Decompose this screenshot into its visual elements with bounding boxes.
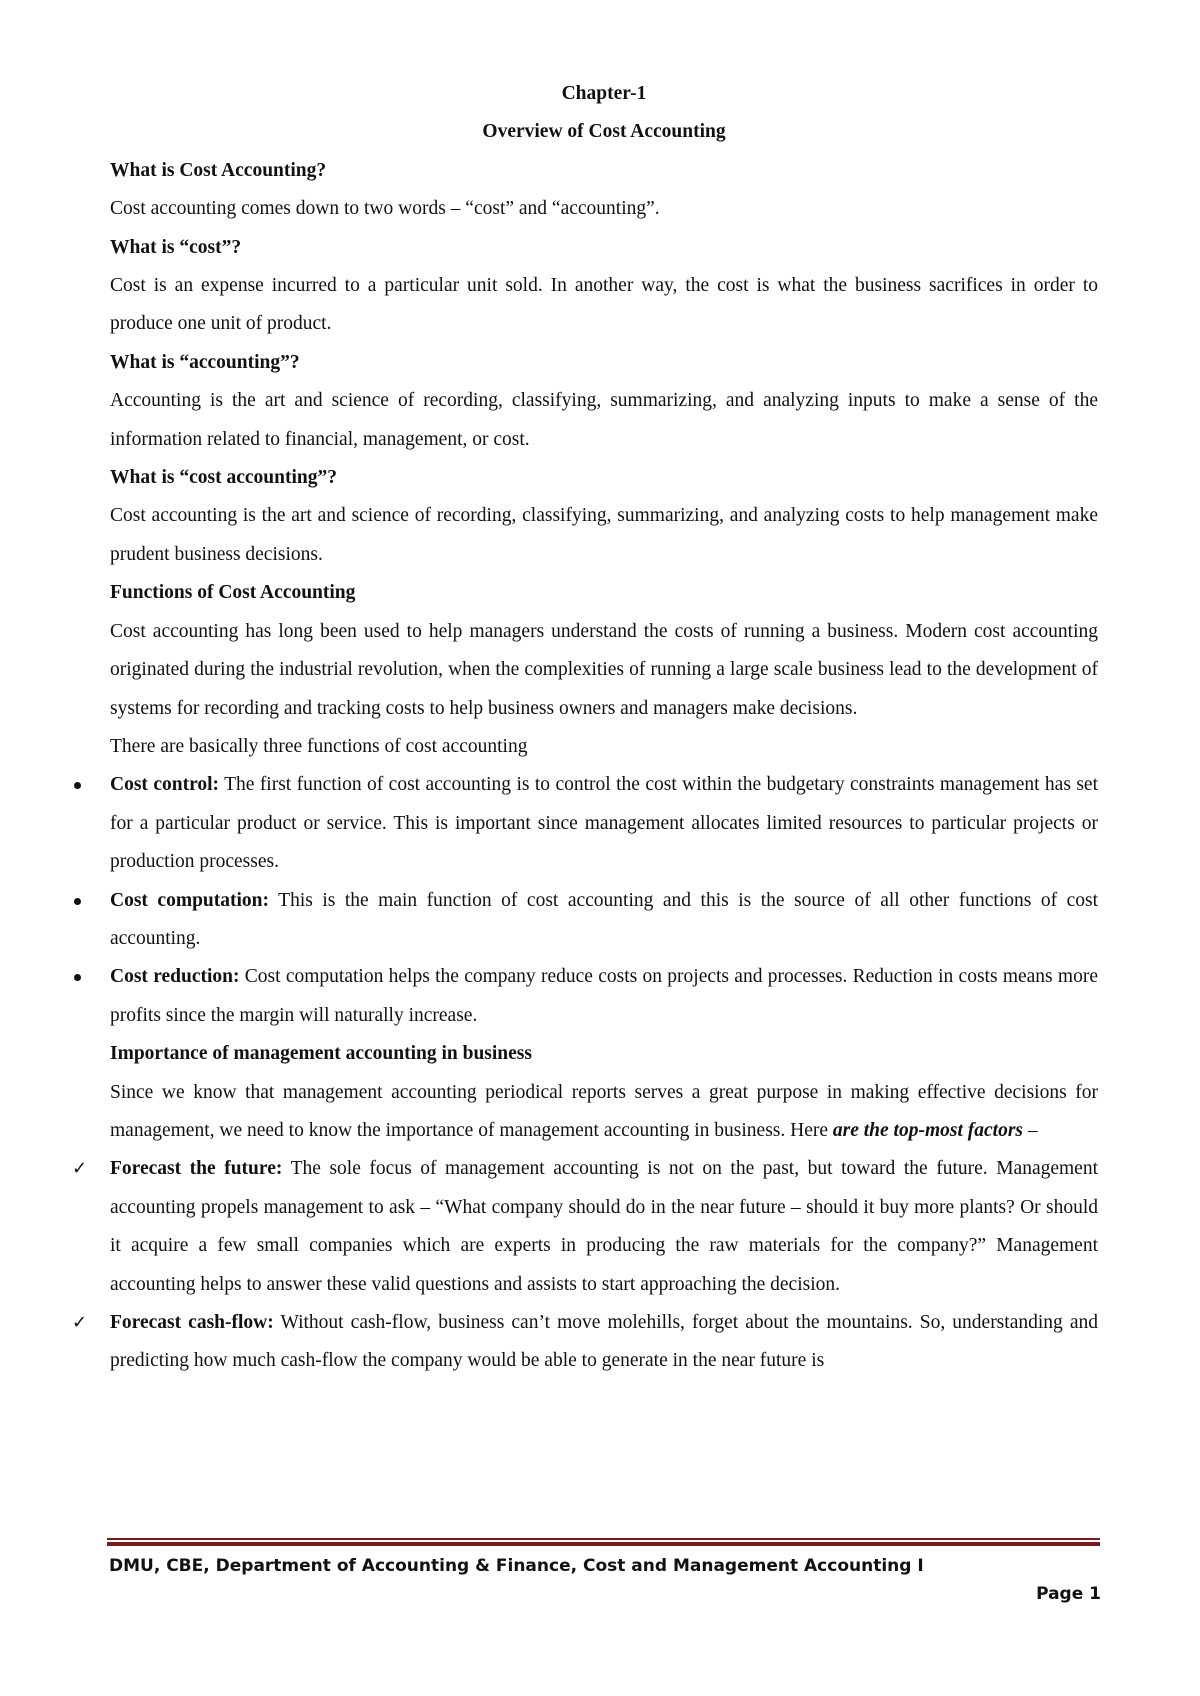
page-number: Page 1	[1036, 1584, 1101, 1604]
list-item-term: Forecast the future:	[110, 1158, 283, 1180]
list-item-term: Cost control:	[110, 774, 220, 796]
heading-what-is-accounting: What is “accounting”?	[110, 351, 300, 373]
heading-what-is-cost-accounting: What is Cost Accounting?	[110, 159, 327, 181]
heading-importance: Importance of management accounting in business	[110, 1043, 532, 1065]
list-item-text: Without cash-flow, business can’t move molehills, forget about the mountains. So, understanding and predicting how much cash-flow the company would be able to generate in the near future is	[110, 1312, 1098, 1372]
paragraph-importance-end: –	[1023, 1119, 1038, 1141]
list-item: ✓ Forecast cash-flow: Without cash-flow, business can’t move molehills, forget about the mountains. So, understanding and predicting how much cash-flow the company would be able to generate in the near future is	[72, 1312, 1098, 1372]
list-item	[110, 958, 1098, 1035]
footer-text: DMU, CBE, Department of Accounting & Finance, Cost and Management Accounting I	[109, 1556, 924, 1576]
list-item-text: Cost computation helps the company reduce costs on projects and processes. Reduction in costs means more profits since the margin will naturally increase.	[110, 966, 1098, 1026]
list-item-term: Cost computation:	[110, 889, 270, 911]
paragraph-functions: Cost accounting has long been used to help managers understand the costs of running a business. Modern cost accounting originated during the industrial revolution, when the complexities of running a large scale business lead to the development of systems for recording and tracking costs to help business owners and managers make decisions.	[110, 620, 1098, 719]
importance-list	[72, 1150, 1098, 1380]
page-title: Overview of Cost Accounting	[482, 121, 726, 143]
list-item	[110, 882, 1098, 959]
page-content	[72, 75, 1099, 1381]
list-item: ✓ Forecast the future: The sole focus of management accounting is not on the past, but toward the future. Management accounting propels management to ask – “What company should do in the near future – should it buy more plants? Or should it acquire a few small companies which are experts in producing the raw materials for the company?” Management accounting helps to answer these valid questions and assists to start approaching the decision.	[72, 1158, 1098, 1295]
heading-what-is-cost-accounting-def: What is “cost accounting”?	[110, 467, 337, 489]
list-item-term: Forecast cash-flow:	[110, 1312, 274, 1333]
list-item-text: The sole focus of management accounting is not on the past, but toward the future. Management accounting propels management to ask – “What company should do in the near future – should it buy more plants? Or should it acquire a few small companies which are experts in producing the raw materials for the company?” Management accounting helps to answer these valid questions and assists to start approaching the decision.	[110, 1158, 1098, 1295]
paragraph-what-is-cost-accounting: Cost accounting comes down to two words – “cost” and “accounting”.	[110, 198, 660, 220]
heading-what-is-cost: What is “cost”?	[110, 236, 242, 258]
list-item-term: Cost reduction:	[110, 966, 240, 988]
paragraph-cost-accounting-def: Cost accounting is the art and science of recording, classifying, summarizing, and analyzing costs to help management make prudent business decisions.	[110, 505, 1098, 565]
paragraph-what-is-accounting: Accounting is the art and science of recording, classifying, summarizing, and analyzing inputs to make a sense of the information related to financial, management, or cost.	[110, 390, 1098, 450]
list-item	[110, 766, 1098, 881]
chapter-label: Chapter-1	[561, 83, 647, 104]
paragraph-functions-intro: There are basically three functions of cost accounting	[110, 735, 528, 757]
paragraph-what-is-cost: Cost is an expense incurred to a particular unit sold. In another way, the cost is what the business sacrifices in order to produce one unit of product.	[110, 275, 1098, 335]
list-item-text: This is the main function of cost accounting and this is the source of all other functions of cost accounting.	[110, 889, 1099, 949]
functions-list	[110, 766, 1098, 1035]
paragraph-importance	[110, 1074, 1098, 1151]
paragraph-importance-emphasis: are the top-most factors	[832, 1119, 1024, 1141]
footer-divider	[107, 1538, 1100, 1546]
heading-functions: Functions of Cost Accounting	[110, 582, 356, 604]
list-item-text: The first function of cost accounting is to control the cost within the budgetary constraints management has set for a particular product or service. This is important since management allocates limited resources to particular projects or production processes.	[110, 774, 1098, 873]
paragraph-importance-text: Since we know that management accounting periodical reports serves a great purpose in making effective decisions for management, we need to know the importance of management accounting in business. Here	[110, 1081, 1098, 1141]
